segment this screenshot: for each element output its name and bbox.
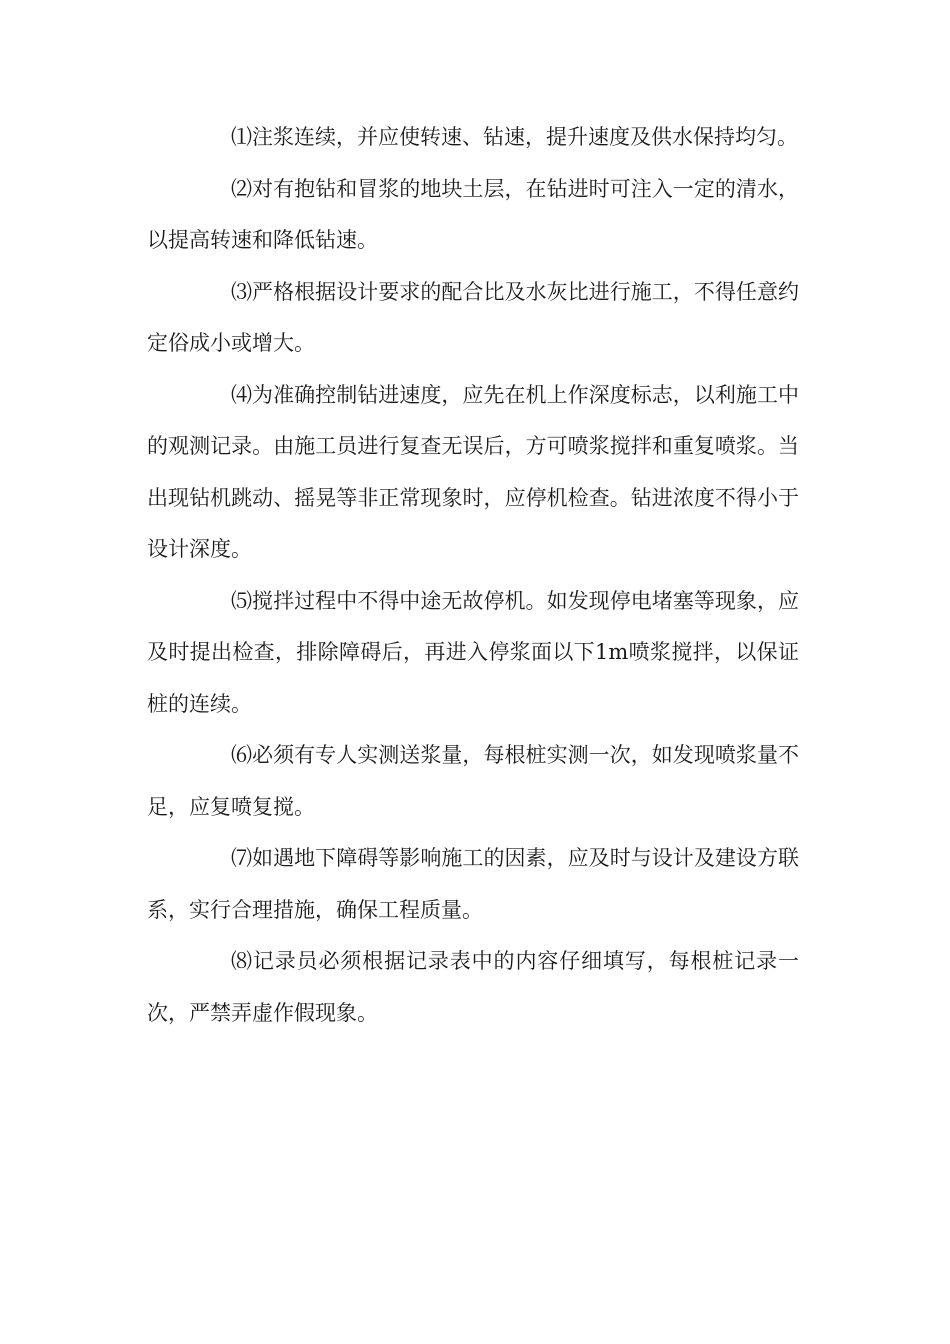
paragraph-8: ⑻记录员必须根据记录表中的内容仔细填写，每根桩记录一次，严禁弄虚作假现象。 [147,949,799,1025]
paragraph-6: ⑹必须有专人实测送浆量，每根桩实测一次，如发现喷浆量不足，应复喷复搅。 [147,743,799,819]
paragraph-2: ⑵对有抱钻和冒浆的地块土层，在钻进时可注入一定的清水，以提高转速和降低钻速。 [147,176,799,252]
paragraph-5: ⑸搅拌过程中不得中途无故停机。如发现停电堵塞等现象，应及时提出检查，排除障碍后，再进入停浆面以下1m喷浆搅拌，以保证桩的连续。 [147,588,799,716]
paragraph-4: ⑷为准确控制钻进速度，应先在机上作深度标志，以利施工中的观测记录。由施工员进行复查无误后，方可喷浆搅拌和重复喷浆。当出现钻机跳动、摇晃等非正常现象时，应停机检查。钻进浓度不得小于设计深度。 [147,382,799,561]
document-body [147,112,799,1039]
paragraph-1: ⑴注浆连续，并应使转速、钻速，提升速度及供水保持均匀。 [231,125,798,149]
paragraph-3: ⑶严格根据设计要求的配合比及水灰比进行施工，不得任意约定俗成小或增大。 [147,279,799,355]
paragraph-7: ⑺如遇地下障碍等影响施工的因素，应及时与设计及建设方联系，实行合理措施，确保工程质量。 [147,846,799,922]
